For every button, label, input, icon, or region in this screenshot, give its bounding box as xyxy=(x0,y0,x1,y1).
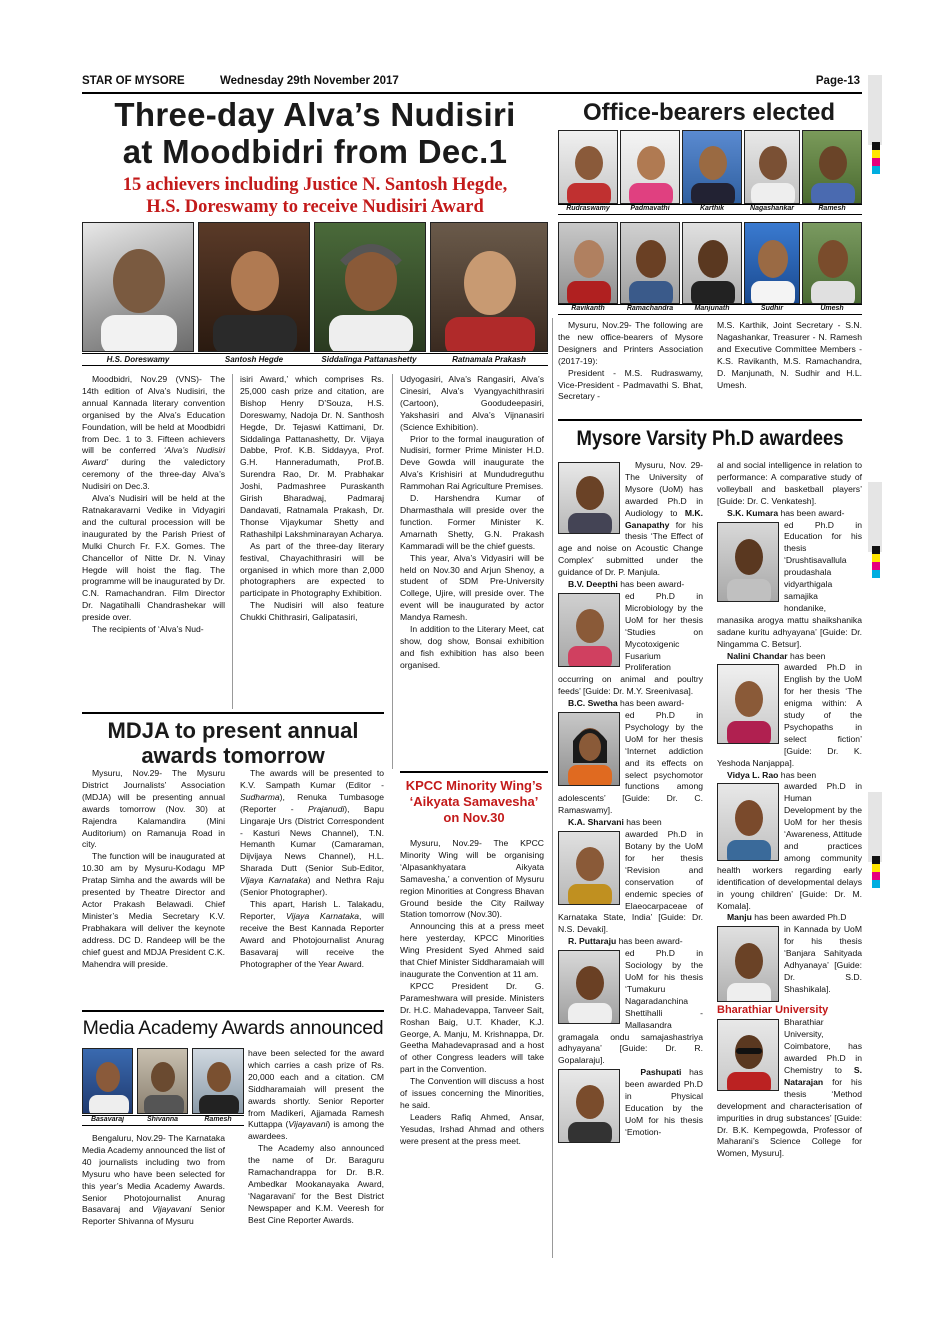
media-academy-body-col2: have been selected for the award which carries a cash prize of Rs. 20,000 each and a citation. CM Siddharamaiah will present the awards shortly. Senior Reporter from Madikeri, Ajjamada Ramesh Kuttappa (Vijayavani) is among the awardees. The Academy also announced the name of Dr. Baraguru Ramachandrappa for Dr. B.R. Ambedkar Mookanayaka Award, ‘Nagaravani’ for the Best District Newspaper and K.M. Veeresh for Best Cine Reporter Awards. xyxy=(248,1048,384,1225)
photo-nagashankar xyxy=(744,130,800,204)
mdja-body-col2: The awards will be presented to K.V. Sampath Kumar (Editor - Sudharma), Renuka Tumbasoge (Reporter - Prajanudi), Bapu Lingaraje Urs (District Correspondent - Kasturi News Channel), T.N. Hemanth Kumar (Camaraman, Dijvijaya News Channel), H.L. Sharada Dutt (Senior Sub-Editor, Vijaya Karnataka) and Nethra Raju (Senior Photographer). This apart, Harish L. Talakadu, Reporter, Vijaya Karnataka, will receive the Best Kannada Reporter Award and Photojournalist Anurag Basavaraj will receive the Photographer of the Year Award. xyxy=(240,768,384,969)
nudisiri-body-col3: Udyogasiri, Alva’s Rangasiri, Alva’s Cinesiri, Alva’s Vyangyachithrasiri (Cartoon), Goodudeepasiri, Yakshasiri and Alva’s Vijnanasiri (Science Exhibition). Prior to the formal inauguration of Nudisiri, former Prime Minister H.D. Deve Gowda will inaugurate the Alva’s Krishisiri at Mundudreguthu Rammohan Rai Agriculture Premises. D. Harshendra Kumar of Dharmasthala will preside over the function. Former Minister K. Amarnath Shetty, G.N. Prakash Kammaradi will be the chief guests. This year, Alva’s Vidyasiri will be held on Nov.30 and Arjun Shenoy, a student of SDM Pre-University College, Ujire, will preside over. The event will be inaugurated by actor Mandya Ramesh. In addition to the Literary Meet, cat show, dog show, Bonsai exhibition and fish exhibition has also been organised. xyxy=(400,374,544,670)
caption-rudraswamy: Rudraswamy xyxy=(566,205,610,212)
office-bearers-bottom-rule xyxy=(558,419,862,421)
bharathiar-heading: Bharathiar University xyxy=(717,1004,829,1017)
portrait-icon xyxy=(83,223,194,352)
kpcc-body: Mysuru, Nov.29- The KPCC Minority Wing will be organising ‘Alpasankhyatara Aikyata Samavesha,’ a convention of Mysuru region Minorities at Congress Bhavan Ground beside the City Railway Station tomorrow (Nov.30). Announcing this at a press meet here yesterday, KPCC Minorities Wing President Syed Ahmed said that Chief Minister Siddharamaiah will inaugurate the Convention at 11 am. KPCC President Dr. G. Parameshwara will preside. Ministers Dr. H.C. Mahadevappa, Tanveer Sait, Roshan Baig, U.T. Khader, K.J. George, A. Manju, M. Krishnappa, Dr. Geetha Mahadevaprasad and a host of other Congress leaders will take part in the Convention. The Convention will discuss a host of issues concerning the Minorities, he said. Leaders Rafiq Ahmed, Ansar, Yesudas, Irshad Ahmad and others were present at the press meet. xyxy=(400,838,544,1146)
media-academy-body-col1: Bengaluru, Nov.29- The Karnataka Media Academy announced the list of 40 journalists including two from Mysuru who have been selected for this year’s Media Academy Awards. Senior Photojournalist Anurag Basavaraj and Vijayavani Senior Reporter Shivanna of Mysuru xyxy=(82,1133,225,1227)
nudisiri-sub-line1: 15 achievers including Justice N. Santosh Hegde, xyxy=(122,175,508,195)
photo-ramesh-media xyxy=(192,1048,244,1114)
photo-siddalinga xyxy=(314,222,426,352)
media-academy-captions xyxy=(82,1115,244,1126)
photo-padmavathi xyxy=(620,130,680,204)
portrait-icon xyxy=(683,223,742,304)
nudisiri-headline-line2: at Moodbidri from Dec.1 xyxy=(122,133,508,170)
masthead-rule xyxy=(82,92,862,94)
portrait-icon xyxy=(718,665,779,744)
photo-manju xyxy=(717,926,779,1002)
portrait-icon xyxy=(138,1049,188,1114)
photo-swetha xyxy=(558,712,620,786)
photo-doreswamy xyxy=(82,222,194,352)
office-bearers-body-col2: M.S. Karthik, Joint Secretary - S.N. Nagashankar, Treasurer - N. Ramesh and Executive Committee Members - K.S. Ravikanth, M.S. Ramachandra, D. Manjunath, N. Sudhir and H.L. Umesh. xyxy=(717,320,862,390)
kpcc-headline-line3: on Nov.30 xyxy=(443,810,505,825)
photo-natarajan xyxy=(717,1019,779,1091)
portrait-icon xyxy=(718,927,779,1002)
kpcc-headline xyxy=(400,778,548,826)
caption-umesh: Umesh xyxy=(820,305,844,312)
caption-ramesh-ob: Ramesh xyxy=(818,205,846,212)
mdja-body-col1: Mysuru, Nov.29- The Mysuru District Journalists’ Association (MDJA) will be presenting annual awards tomorrow (Nov. 30) at Rajendra Kalamandira (Mini Auditorium) on Ramanuja Road in city. The function will be inaugurated at 10.30 am by Mysuru-Kodagu MP Pratap Simha and the awards will be presented by Theatre Director and Actor Prakash Belawadi. Chief Minister’s Media Secretary K.V. Prabhakara will deliver the keynote address. DC D. Randeep will be the chief guest and MDJA President C.K. Mahendra will preside. xyxy=(82,768,225,969)
nudisiri-captions xyxy=(82,353,548,366)
photo-karthik xyxy=(682,130,742,204)
mdja-headline-line1: MDJA to present annual xyxy=(107,718,359,743)
photo-pashupati xyxy=(558,1069,620,1143)
registration-marks-3 xyxy=(872,856,880,888)
photo-manjunath xyxy=(682,222,742,304)
registration-marks-2 xyxy=(872,546,880,578)
portrait-icon xyxy=(559,713,620,786)
nudisiri-subheadline xyxy=(82,174,548,218)
photo-nalini xyxy=(717,664,779,744)
photo-rudraswamy xyxy=(558,130,618,204)
office-bearers-captions-row2 xyxy=(558,304,862,315)
caption-ratnamala: Ratnamala Prakash xyxy=(452,355,526,364)
photo-umesh xyxy=(802,222,862,304)
margin-strip-top xyxy=(868,75,882,145)
photo-ramesh-ob xyxy=(802,130,862,204)
caption-sudhir: Sudhir xyxy=(760,305,784,312)
portrait-icon xyxy=(621,223,680,304)
nudisiri-sub-line2: H.S. Doreswamy to receive Nudisiri Award xyxy=(146,197,484,217)
portrait-icon xyxy=(431,223,548,352)
nudisiri-body-col2: isiri Award,’ which comprises Rs. 25,000 cash prize and citation, are Bishop Henry D’Souza, H.S. Doreswamy, Nadoja Dr. N. Santhosh Hegde, Dr. Tejaswi Kattimani, Dr. Siddalinga Pattanashetty, Dr. Vijaya Dabbe, Prof. K.B. Siddayya, Prof. G.H. Hanneradumath, Prof.B. Surendra Rao, Dr. M. Prabhakar Joshi, Padmashree Puraskanth Girish Bharadwaj, Padmaraj Dandavati, Ratnamala Prakash, Dr. Thonse Vijaykumar Shetty and Rathashilpi Lakshminarayan Acharya. As part of the three-day literary festival, Chayachithrasiri will be organised in which more than 2,000 photographers are expected to participate in Photography Exhibition. The Nudisiri will also feature Chukki Chithrasiri, Galipatasiri, xyxy=(240,374,384,623)
portrait-icon xyxy=(803,223,862,304)
caption-siddalinga: Siddalinga Pattanashetty xyxy=(321,355,417,364)
office-bearers-headline: Office-bearers elected xyxy=(582,99,836,126)
office-bearers-captions-row1 xyxy=(558,204,862,215)
mdja-bottom-rule xyxy=(82,1010,384,1012)
portrait-icon xyxy=(803,131,862,204)
caption-manjunath: Manjunath xyxy=(694,305,730,312)
kpcc-headline-line1: KPCC Minority Wing’s xyxy=(405,778,543,793)
media-academy-headline: Media Academy Awards announced xyxy=(82,1017,384,1039)
photo-basavaraj xyxy=(82,1048,133,1114)
photo-puttaraju xyxy=(558,950,620,1024)
portrait-icon xyxy=(559,131,618,204)
portrait-icon xyxy=(559,463,620,534)
portrait-icon xyxy=(718,523,779,602)
kpcc-top-rule xyxy=(400,771,548,773)
portrait-icon xyxy=(559,1070,620,1143)
nudisiri-bottom-rule xyxy=(82,712,384,714)
portrait-icon xyxy=(83,1049,133,1114)
mdja-headline xyxy=(82,718,384,768)
caption-santosh-hegde: Santosh Hegde xyxy=(224,355,284,364)
photo-ramachandra xyxy=(620,222,680,304)
photo-ravikanth xyxy=(558,222,618,304)
caption-nagashankar: Nagashankar xyxy=(750,205,794,212)
photo-ratnamala xyxy=(430,222,548,352)
margin-strip-mid xyxy=(868,482,882,552)
photo-shivanna xyxy=(137,1048,188,1114)
photo-santosh-hegde xyxy=(198,222,310,352)
caption-padmavathi: Padmavathi xyxy=(630,205,670,212)
col-divider-2 xyxy=(392,374,393,769)
portrait-icon xyxy=(718,784,779,861)
phd-body-col2: al and social intelligence in relation to performance: A comparative study of volleyball and basketball players’ [Guide: Dr. C. Venkatesh]. S.K. Kumara has been award- ed Ph.D in Education for his thesis ‘Drushtisavallula proudashala vidyarthigala samajika hondanike, manasika arogya mattu shaikshanika sadane kuritu adhyayana’ [Guide: Dr. Ningamma C. Betsur]. Nalini Chandar has been awarded Ph.D in English by the UoM for her thesis ‘The enigma within: A study of the Psychopaths in select fiction’ [Guide: Dr. K. Yeshoda Nanjappa]. Vidya L. Rao has been awarded Ph.D in Human Development by the UoM for her thesis ‘Awareness, Attitude and practices among community health workers regarding early identification of developmental delays in young children’ [Guide: Dr. M. Komala]. Manju has been awarded Ph.D in Kannada by UoM for his thesis ‘Banjara Sahityada Adhyanaya’ [Guide: Dr. S.D. Shashikala]. Bharathiar University Bharathiar University, Coimbatore, has awarded Ph.D in Chemistry to S. Natarajan for his thesis ‘Method development and characterisation of impurities in drug substances’ [Guide: Dr. B.K. Kempegowda, Professor of Maharani’s Science College for Women, Mysuru]. xyxy=(717,460,862,1159)
margin-strip-low xyxy=(868,792,882,862)
caption-ramachandra: Ramachandra xyxy=(626,305,674,312)
portrait-icon xyxy=(718,1020,779,1091)
photo-deepthi xyxy=(558,593,620,667)
registration-marks-1 xyxy=(872,142,880,174)
photo-sudhir xyxy=(744,222,800,304)
portrait-icon xyxy=(559,223,618,304)
portrait-icon xyxy=(683,131,742,204)
nudisiri-headline xyxy=(82,96,548,170)
photo-sharvani xyxy=(558,831,620,905)
caption-shivanna: Shivanna xyxy=(146,1116,179,1123)
portrait-icon xyxy=(559,951,620,1024)
nudisiri-body-col1: Moodbidri, Nov.29 (VNS)- The 14th edition of Alva’s Nudisiri, the annual Kannada literary convention organised by the Alva’s Education Foundation, will be held at Moodbidri from Dec. 1 to 3. Fifteen achievers will be conferred ‘Alva’s Nudisiri Award’ during the valedictory ceremony of the three-day Alva’s Nudisiri on Dec.3. Alva’s Nudisiri will be held at the Ratnakaravarni Vedike in Vidyagiri and the cultural procession will be inaugurated by the Parish Priest of Mulki Church Fr. F.X. Gomes. The Chancellor of Nitte Dr. N. Vinay Hegde will hoist the flag. The programme will be inaugurated by Dr. C.N. Ramachandran. Film Director Dr. Nagatihalli Chandrashekar will preside over. The recipients of ‘Alva’s Nud- xyxy=(82,374,225,635)
caption-basavaraj: Basavaraj xyxy=(90,1116,125,1123)
col-divider-3 xyxy=(552,318,553,1258)
caption-karthik: Karthik xyxy=(699,205,725,212)
caption-ravikanth: Ravikanth xyxy=(571,305,605,312)
portrait-icon xyxy=(315,223,426,352)
photo-ganapathy xyxy=(558,462,620,534)
portrait-icon xyxy=(621,131,680,204)
page-number: Page-13 xyxy=(815,75,860,87)
phd-body-col1: Mysuru, Nov. 29- The University of Mysore (UoM) has awarded Ph.D in Audiology to M.K. Ganapathy for his thesis ‘The Effect of age and noise on Acoustic Change Complex’ submitted under the guidance of Dr. P. Manjula. B.V. Deepthi has been award- ed Ph.D in Microbiology by the UoM for her thesis ‘Studies on Mycotoxigenic Fusarium Proliferation occurring on animal and poultry feeds’ [Guide: Dr. M.Y. Sreenivasa]. B.C. Swetha has been award- ed Ph.D in Psychology by the UoM for her thesis ‘Internet addiction and its effects on select psychomotor functions among adolescents’ [Guide: Dr. C. Ramaswamy]. K.A. Sharvani has been awarded Ph.D in Botany by the UoM for her thesis ‘Revision and conservation of endemic species of Elaeocarpaceae of Karnataka State, India’ [Guide: Dr. N.S. Devaki]. R. Puttaraju has been award- ed Ph.D in Sociology by the UoM for his thesis ‘Tumakuru Nagaradanchina Shettihalli - Mallasandra gramagala ondu samajashastriya adhyayana’ [Guide: Dr. R. Gopalaraju]. Pashupati has been awarded Ph.D in Physical Education by the UoM for his thesis ‘Emotion- xyxy=(558,460,703,1145)
portrait-icon xyxy=(193,1049,244,1114)
caption-ramesh-media: Ramesh xyxy=(204,1116,232,1123)
portrait-icon xyxy=(745,223,800,304)
caption-doreswamy: H.S. Doreswamy xyxy=(106,355,170,364)
portrait-icon xyxy=(199,223,310,352)
paper-name: STAR OF MYSORE xyxy=(82,75,185,87)
nudisiri-headline-line1: Three-day Alva’s Nudisiri xyxy=(114,96,516,133)
portrait-icon xyxy=(559,832,620,905)
masthead xyxy=(82,75,862,91)
photo-kumara xyxy=(717,522,779,602)
office-bearers-body-col1: Mysuru, Nov.29- The following are the new office-bearers of Mysore Designers and Printers Association (2017-19): President - M.S. Rudraswamy, Vice-President - Padmavathi S. Bhat, Secretary - xyxy=(558,320,703,402)
issue-date: Wednesday 29th November 2017 xyxy=(220,75,399,87)
kpcc-headline-line2: ‘Aikyata Samavesha’ xyxy=(409,794,539,809)
mdja-headline-line2: awards tomorrow xyxy=(141,743,325,768)
phd-headline: Mysore Varsity Ph.D awardees xyxy=(576,427,844,450)
portrait-icon xyxy=(559,594,620,667)
portrait-icon xyxy=(745,131,800,204)
col-divider-1 xyxy=(232,374,233,709)
photo-vidya xyxy=(717,783,779,861)
